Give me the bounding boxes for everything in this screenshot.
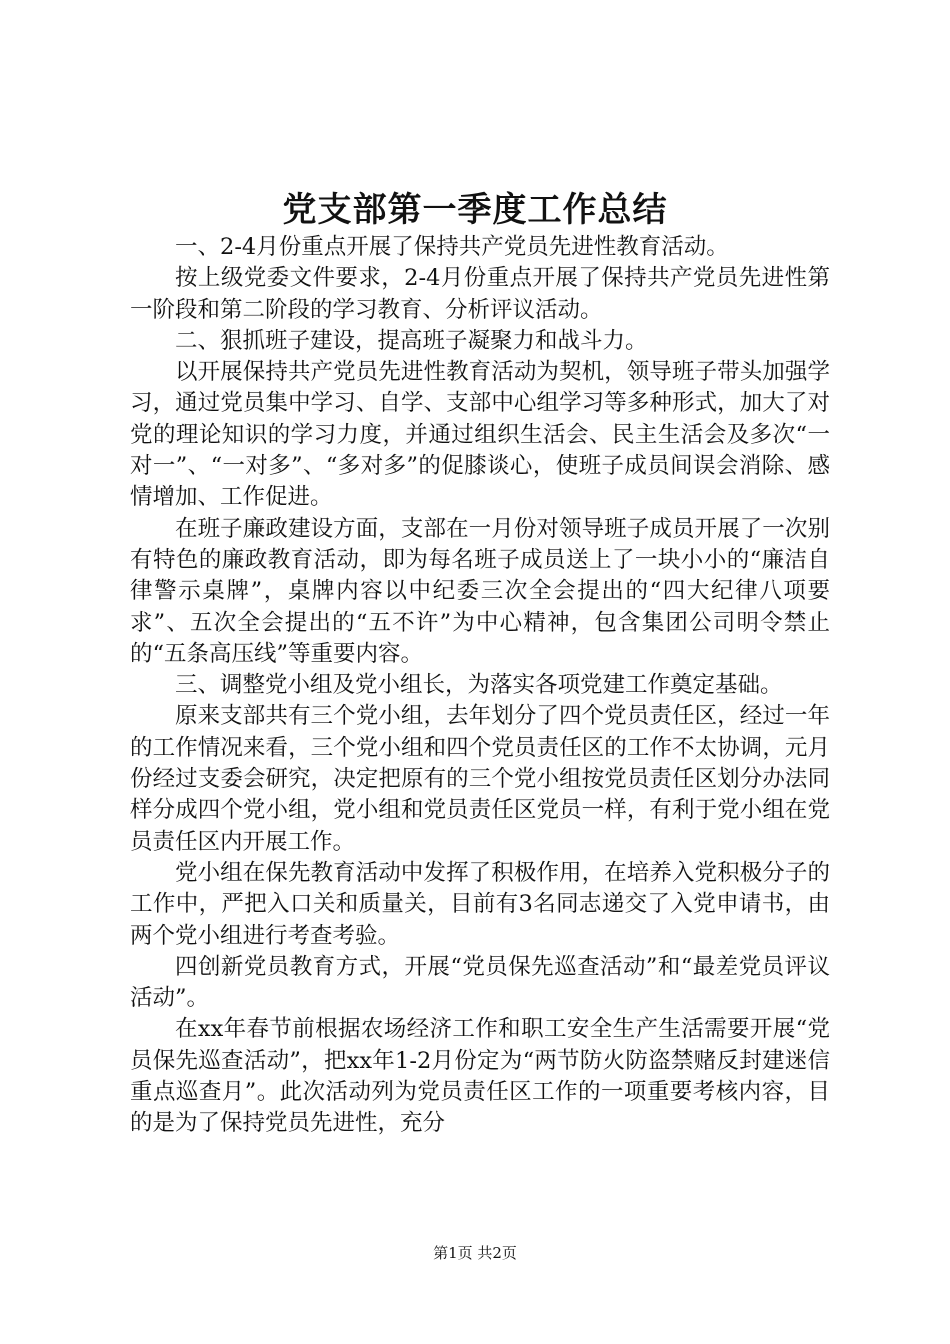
paragraph: 原来支部共有三个党小组，去年划分了四个党员责任区，经过一年的工作情况来看，三个党小组和四个党员责任区的工作不太协调，元月份经过支委会研究，决定把原有的三个党小组按党员责任区划分办法同样分成四个党小组，党小组和党员责任区党员一样，有利于党小组在党员责任区内开展工作。 (130, 703, 830, 855)
paragraph: 以开展保持共产党员先进性教育活动为契机，领导班子带头加强学习，通过党员集中学习、自学、支部中心组学习等多种形式，加大了对党的理论知识的学习力度，并通过组织生活会、民主生活会及多次“一对一”、“一对多”、“多对多”的促膝谈心，使班子成员间误会消除、感情增加、工作促进。 (130, 359, 830, 511)
paragraph: 按上级党委文件要求，2-4月份重点开展了保持共产党员先进性第一阶段和第二阶段的学习教育、分析评议活动。 (130, 265, 830, 323)
paragraph: 一、2-4月份重点开展了保持共产党员先进性教育活动。 (175, 234, 729, 260)
paragraph: 四创新党员教育方式，开展“党员保先巡查活动”和“最差党员评议活动”。 (130, 953, 830, 1012)
document-title: 党支部第一季度工作总结 (282, 190, 668, 230)
paragraph: 二、狠抓班子建设，提高班子凝聚力和战斗力。 (175, 327, 648, 354)
paragraph: 三、调整党小组及党小组长，为落实各项党建工作奠定基础。 (175, 672, 783, 699)
document-body (130, 232, 830, 1140)
page-footer: 第1页 共2页 (433, 1244, 517, 1262)
paragraph: 在班子廉政建设方面，支部在一月份对领导班子成员开展了一次别有特色的廉政教育活动，即为每名班子成员送上了一块小小的“廉洁自律警示桌牌”，桌牌内容以中纪委三次全会提出的“四大纪律八项要求”、五次全会提出的“五不许”为中心精神，包含集团公司明令禁止的“五条高压线”等重要内容。 (130, 515, 830, 667)
paragraph: 党小组在保先教育活动中发挥了积极作用，在培养入党积极分子的工作中，严把入口关和质量关，目前有3名同志递交了入党申请书，由两个党小组进行考查考验。 (130, 859, 830, 949)
paragraph: 在xx年春节前根据农场经济工作和职工安全生产生活需要开展“党员保先巡查活动”，把xx年1-2月份定为“两节防火防盗禁赌反封建迷信重点巡查月”。此次活动列为党员责任区工作的一项重要考核内容，目的是为了保持党员先进性，充分 (130, 1016, 830, 1137)
